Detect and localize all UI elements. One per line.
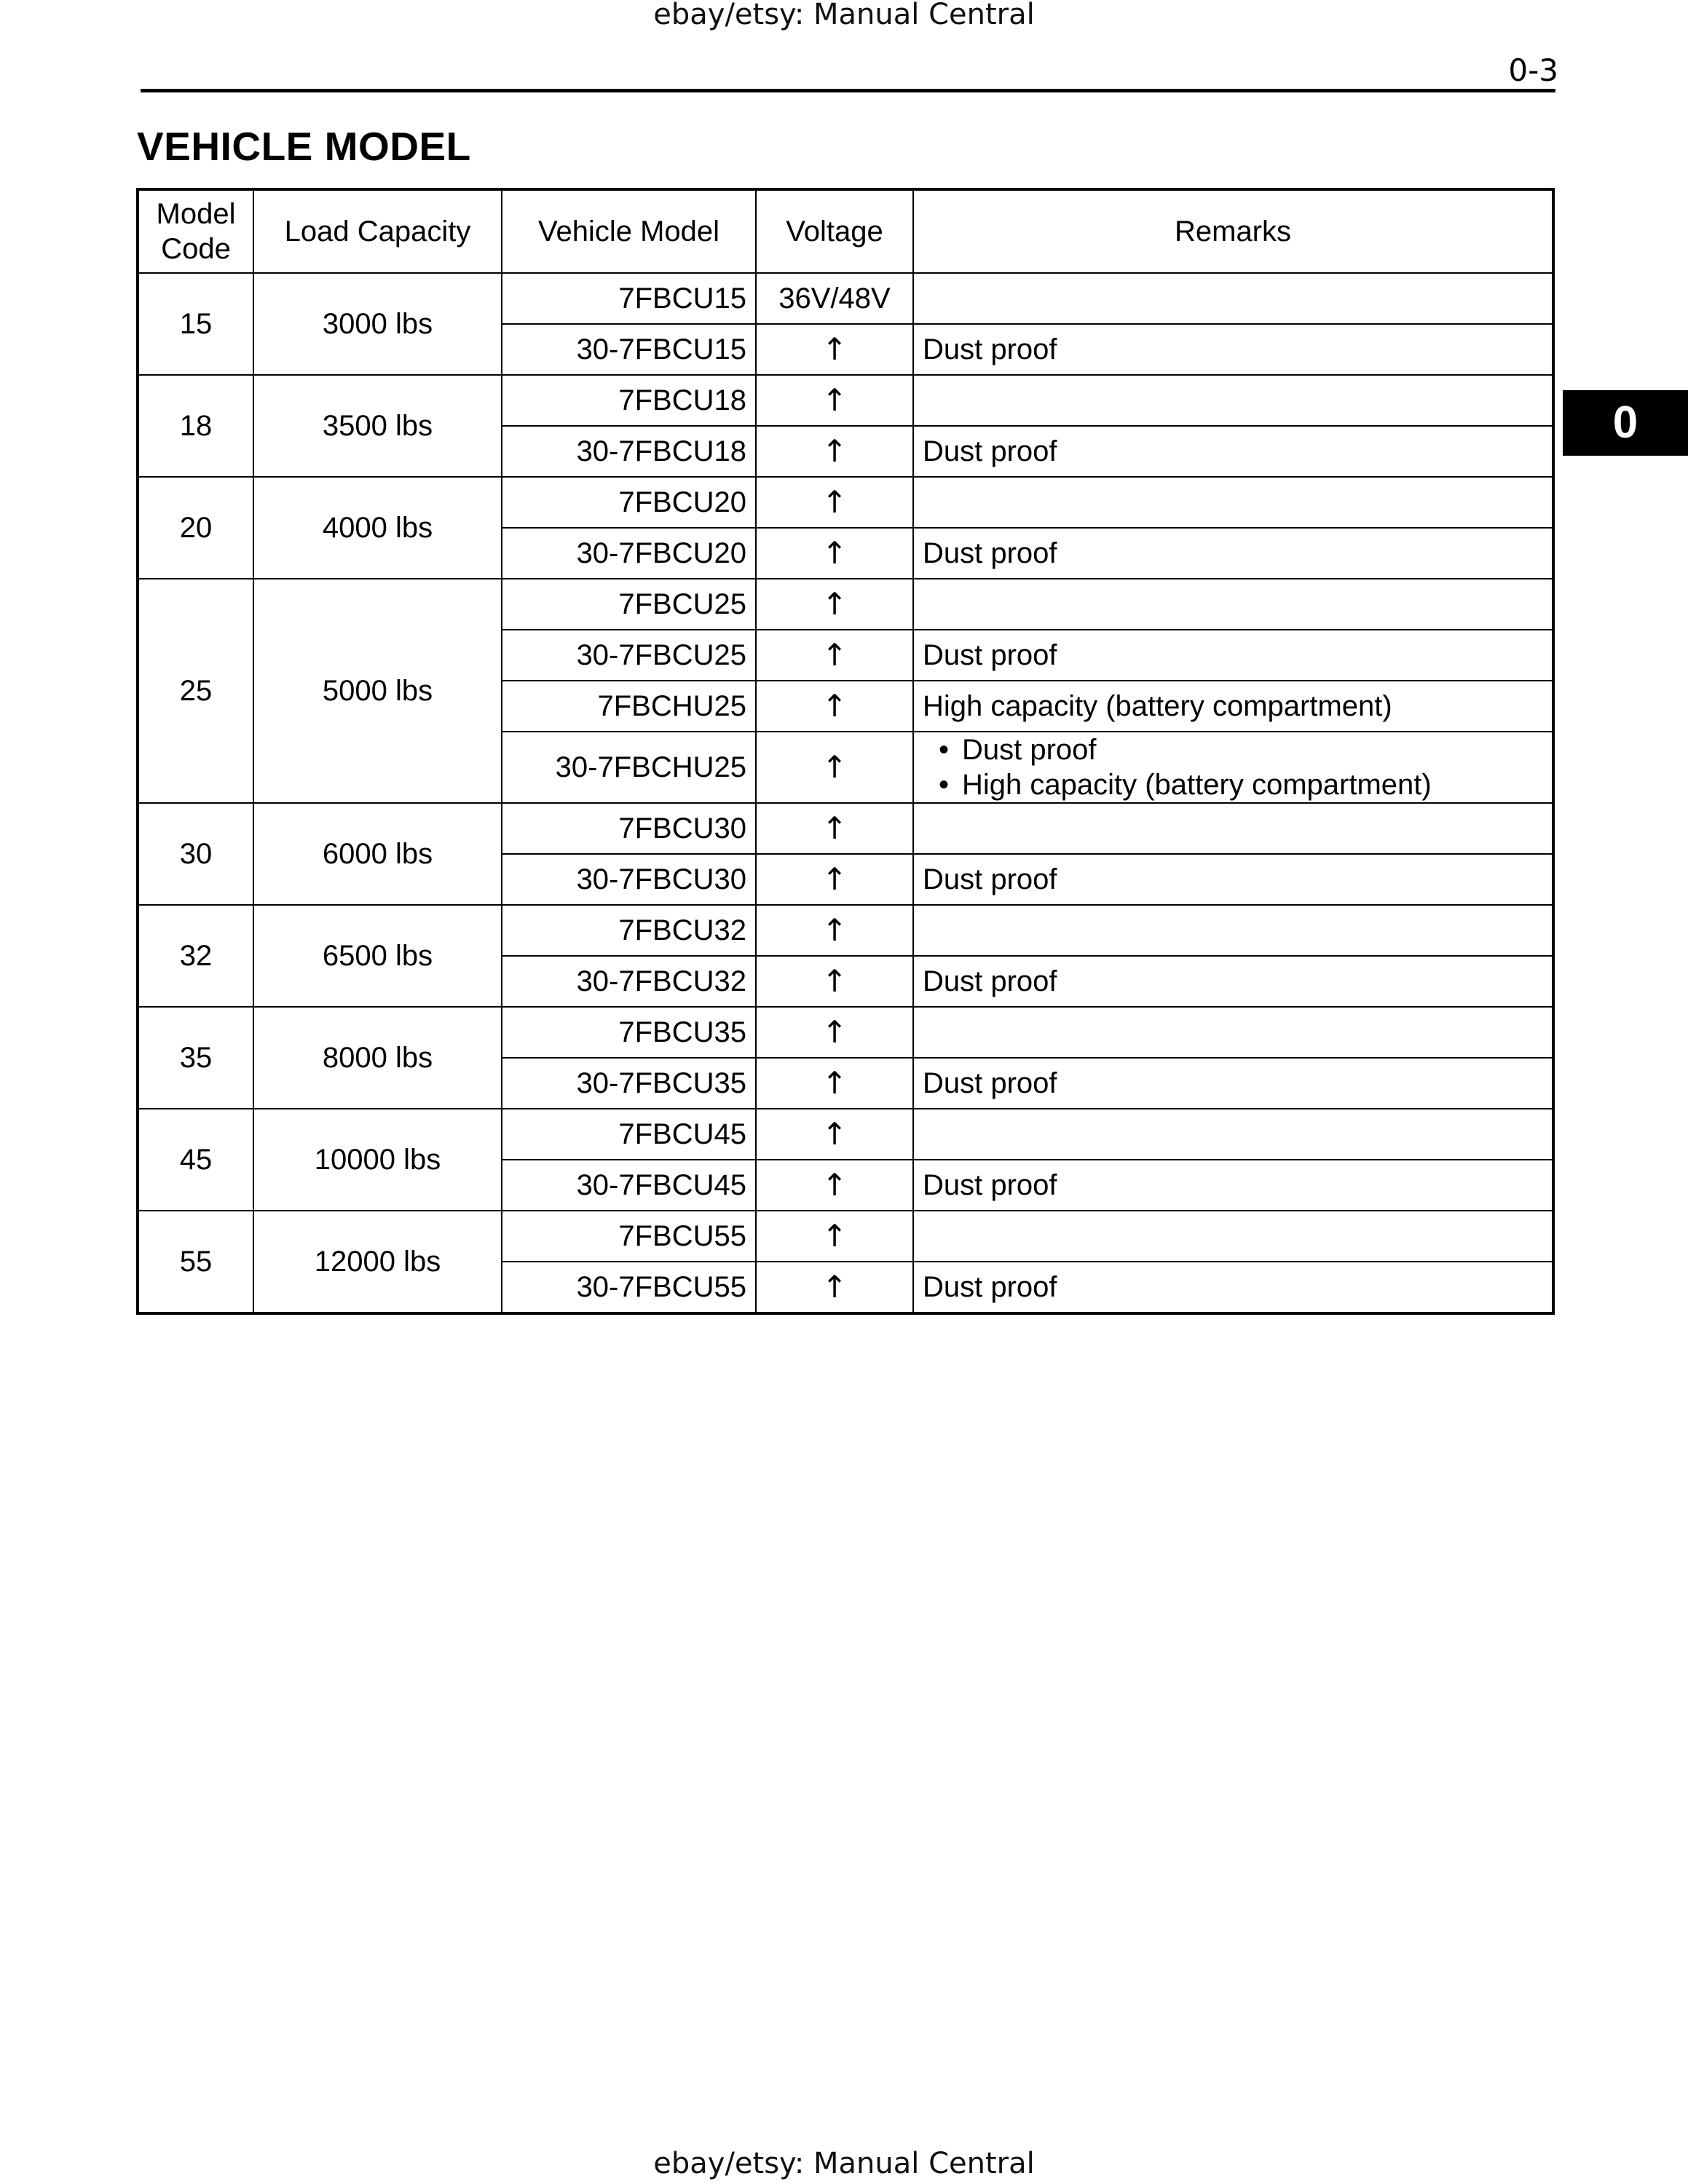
ditto-arrow-icon [756, 1160, 913, 1211]
ditto-arrow-icon [756, 528, 913, 579]
table-row [138, 905, 1553, 956]
cell-load-capacity: 8000 lbs [253, 1007, 502, 1109]
cell-load-capacity: 6500 lbs [253, 905, 502, 1007]
voltage-text: ↑ [821, 748, 848, 785]
cell-remarks: Dust proof [913, 956, 1553, 1007]
cell-vehicle-model: 7FBCU30 [502, 803, 756, 854]
voltage-text: ↑ [821, 1013, 848, 1050]
cell-model-code: 55 [138, 1211, 253, 1313]
cell-load-capacity: 3500 lbs [253, 375, 502, 477]
cell-vehicle-model: 30-7FBCU30 [502, 854, 756, 905]
cell-vehicle-model: 7FBCU15 [502, 273, 756, 324]
cell-remarks: Dust proof [913, 1160, 1553, 1211]
cell-remarks: Dust proof [913, 630, 1553, 681]
table-body [138, 273, 1553, 1313]
ditto-arrow-icon [756, 477, 913, 528]
voltage-text: ↑ [821, 1166, 848, 1203]
cell-model-code: 15 [138, 273, 253, 375]
watermark-bottom: ebay/etsy: Manual Central [653, 2147, 1035, 2180]
header-model-code: Model Code [138, 189, 253, 273]
voltage-text: ↑ [821, 381, 848, 418]
cell-load-capacity: 3000 lbs [253, 273, 502, 375]
ditto-arrow-icon [756, 854, 913, 905]
cell-remarks: Dust proof [913, 324, 1553, 375]
voltage-text: ↑ [821, 636, 848, 673]
cell-remarks [913, 1109, 1553, 1160]
cell-vehicle-model: 30-7FBCU55 [502, 1262, 756, 1313]
cell-vehicle-model: 7FBCU45 [502, 1109, 756, 1160]
cell-vehicle-model: 30-7FBCU45 [502, 1160, 756, 1211]
ditto-arrow-icon [756, 803, 913, 854]
ditto-arrow-icon [756, 375, 913, 426]
table-row [138, 1109, 1553, 1160]
voltage-text: ↑ [821, 331, 848, 367]
cell-vehicle-model: 7FBCU20 [502, 477, 756, 528]
table-header-row [138, 189, 1553, 273]
table-row [138, 1007, 1553, 1058]
ditto-arrow-icon [756, 732, 913, 803]
ditto-arrow-icon [756, 1211, 913, 1262]
voltage-text: ↑ [821, 911, 848, 948]
cell-remarks: Dust proof [913, 854, 1553, 905]
cell-vehicle-model: 7FBCU18 [502, 375, 756, 426]
cell-model-code: 20 [138, 477, 253, 579]
cell-vehicle-model: 30-7FBCU18 [502, 426, 756, 477]
header-remarks: Remarks [913, 189, 1553, 273]
cell-load-capacity: 4000 lbs [253, 477, 502, 579]
table-row [138, 1211, 1553, 1262]
cell-load-capacity: 12000 lbs [253, 1211, 502, 1313]
cell-model-code: 18 [138, 375, 253, 477]
cell-vehicle-model: 7FBCU55 [502, 1211, 756, 1262]
cell-remarks [913, 732, 1553, 803]
page-title: VEHICLE MODEL [137, 124, 471, 169]
ditto-arrow-icon [756, 426, 913, 477]
voltage-text: ↑ [821, 534, 848, 571]
cell-vehicle-model: 30-7FBCU15 [502, 324, 756, 375]
remarks-bullet-list [923, 732, 1543, 802]
table-row [138, 579, 1553, 630]
cell-remarks: Dust proof [913, 1262, 1553, 1313]
cell-load-capacity: 5000 lbs [253, 579, 502, 803]
ditto-arrow-icon [756, 905, 913, 956]
table-row [138, 375, 1553, 426]
voltage-text: ↑ [821, 1115, 848, 1152]
voltage-text: ↑ [821, 962, 848, 999]
cell-remarks [913, 1007, 1553, 1058]
cell-remarks [913, 803, 1553, 854]
voltage-text: ↑ [821, 860, 848, 897]
ditto-arrow-icon [756, 1262, 913, 1313]
cell-remarks: Dust proof [913, 426, 1553, 477]
cell-vehicle-model: 30-7FBCHU25 [502, 732, 756, 803]
ditto-arrow-icon [756, 1109, 913, 1160]
ditto-arrow-icon [756, 579, 913, 630]
section-tab: 0 [1563, 390, 1688, 456]
cell-vehicle-model: 7FBCU35 [502, 1007, 756, 1058]
cell-load-capacity: 6000 lbs [253, 803, 502, 905]
page-number: 0-3 [1508, 52, 1558, 88]
vehicle-model-table [136, 188, 1555, 1315]
cell-vehicle-model: 30-7FBCU35 [502, 1058, 756, 1109]
header-voltage: Voltage [756, 189, 913, 273]
cell-vehicle-model: 30-7FBCU20 [502, 528, 756, 579]
cell-vehicle-model: 30-7FBCU25 [502, 630, 756, 681]
cell-remarks: Dust proof [913, 528, 1553, 579]
voltage-text: ↑ [821, 585, 848, 622]
cell-model-code: 25 [138, 579, 253, 803]
header-rule [141, 89, 1555, 92]
voltage-text: 36V/48V [778, 282, 891, 314]
cell-vehicle-model: 7FBCHU25 [502, 681, 756, 732]
cell-load-capacity: 10000 lbs [253, 1109, 502, 1211]
voltage-text: ↑ [821, 483, 848, 520]
voltage-text: ↑ [821, 1064, 848, 1101]
ditto-arrow-icon [756, 324, 913, 375]
cell-remarks [913, 579, 1553, 630]
cell-remarks [913, 273, 1553, 324]
ditto-arrow-icon [756, 1007, 913, 1058]
header-load-capacity: Load Capacity [253, 189, 502, 273]
remarks-bullet-item: • High capacity (battery compartment) [939, 767, 1543, 802]
cell-remarks [913, 375, 1553, 426]
cell-model-code: 35 [138, 1007, 253, 1109]
cell-model-code: 45 [138, 1109, 253, 1211]
watermark-top: ebay/etsy: Manual Central [653, 0, 1035, 31]
cell-voltage [756, 273, 913, 324]
cell-vehicle-model: 7FBCU32 [502, 905, 756, 956]
cell-remarks [913, 1211, 1553, 1262]
voltage-text: ↑ [821, 1268, 848, 1305]
table-row [138, 477, 1553, 528]
ditto-arrow-icon [756, 681, 913, 732]
cell-remarks: High capacity (battery compartment) [913, 681, 1553, 732]
ditto-arrow-icon [756, 1058, 913, 1109]
cell-remarks [913, 477, 1553, 528]
cell-remarks [913, 905, 1553, 956]
remarks-bullet-item: • Dust proof [939, 732, 1543, 767]
cell-model-code: 30 [138, 803, 253, 905]
table-row [138, 273, 1553, 324]
voltage-text: ↑ [821, 432, 848, 469]
voltage-text: ↑ [821, 687, 848, 724]
cell-remarks: Dust proof [913, 1058, 1553, 1109]
cell-model-code: 32 [138, 905, 253, 1007]
table-row [138, 803, 1553, 854]
voltage-text: ↑ [821, 810, 848, 846]
ditto-arrow-icon [756, 956, 913, 1007]
ditto-arrow-icon [756, 630, 913, 681]
cell-vehicle-model: 30-7FBCU32 [502, 956, 756, 1007]
cell-vehicle-model: 7FBCU25 [502, 579, 756, 630]
voltage-text: ↑ [821, 1217, 848, 1254]
header-vehicle-model: Vehicle Model [502, 189, 756, 273]
